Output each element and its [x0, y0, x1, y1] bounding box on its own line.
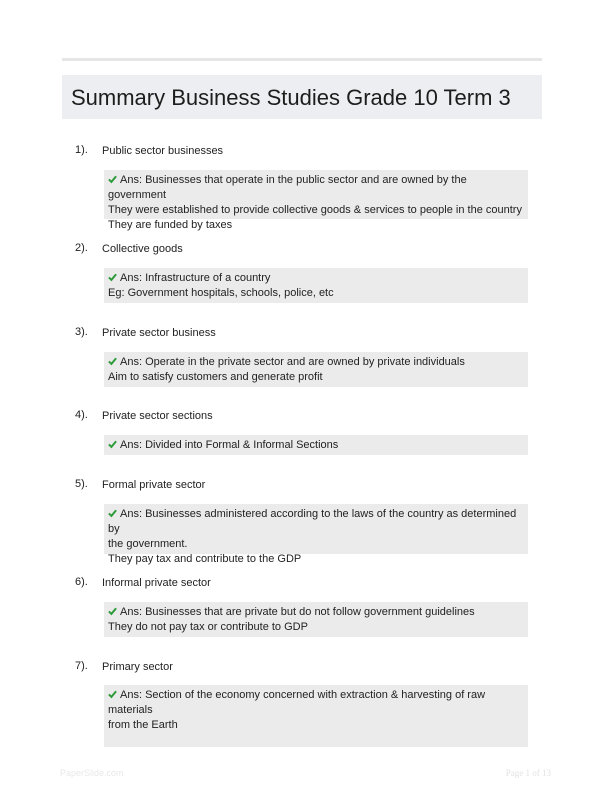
answer-line: from the Earth — [108, 719, 178, 731]
answer-line: Eg: Government hospitals, schools, police, etc — [108, 287, 334, 299]
answer-line: They were established to provide collective goods & services to people in the country — [108, 204, 522, 216]
question-number: 4). — [75, 409, 88, 421]
question-text: Private sector sections — [102, 410, 213, 422]
question-text: Formal private sector — [102, 479, 206, 491]
answer-line: They pay tax and contribute to the GDP — [108, 553, 302, 565]
question-number: 3). — [75, 326, 88, 338]
question-text: Private sector business — [102, 327, 216, 339]
title-banner — [62, 75, 542, 119]
answer-line — [108, 271, 522, 286]
answer-line: the government. — [108, 538, 188, 550]
answer-text: Ans: Section of the economy concerned with extraction & harvesting of raw materials — [108, 689, 486, 716]
answer-line — [108, 438, 522, 453]
answer-text: Ans: Divided into Formal & Informal Sections — [120, 439, 339, 451]
answer-line — [108, 605, 522, 620]
answer-box — [104, 435, 528, 455]
answer-line — [108, 507, 522, 537]
checkmark-icon — [108, 356, 117, 366]
answer-box — [104, 268, 528, 303]
answer-text: Ans: Infrastructure of a country — [120, 272, 271, 284]
answer-text: Ans: Businesses that are private but do not follow government guidelines — [120, 606, 475, 618]
checkmark-icon — [108, 508, 117, 518]
question-number: 7). — [75, 660, 88, 672]
answer-box — [104, 504, 528, 565]
answer-box — [104, 352, 528, 387]
answer-line — [108, 173, 522, 203]
question-text: Primary sector — [102, 661, 173, 673]
checkmark-icon — [108, 439, 117, 449]
question-text: Public sector businesses — [102, 145, 224, 157]
page-title: Summary Business Studies Grade 10 Term 3 — [71, 85, 511, 110]
answer-line: Aim to satisfy customers and generate profit — [108, 371, 323, 383]
answer-line — [108, 688, 522, 718]
footer-watermark: PaperSlide.com — [60, 768, 124, 778]
answer-line: They are funded by taxes — [108, 219, 233, 231]
answer-text: Ans: Businesses that operate in the public sector and are owned by the government — [108, 174, 467, 201]
question-number: 2). — [75, 242, 88, 254]
checkmark-icon — [108, 272, 117, 282]
top-divider — [62, 58, 542, 61]
answer-text: Ans: Operate in the private sector and are owned by private individuals — [120, 356, 465, 368]
answer-box — [104, 170, 528, 231]
page-number: Page 1 of 13 — [505, 768, 551, 778]
question-number: 1). — [75, 144, 88, 156]
checkmark-icon — [108, 689, 117, 699]
question-text: Informal private sector — [102, 577, 211, 589]
answer-box — [104, 602, 528, 637]
answer-line — [108, 355, 522, 370]
checkmark-icon — [108, 606, 117, 616]
answer-line: They do not pay tax or contribute to GDP — [108, 621, 308, 633]
answer-box — [104, 685, 528, 747]
answer-text: Ans: Businesses administered according to the laws of the country as determined by — [108, 508, 517, 535]
checkmark-icon — [108, 174, 117, 184]
question-number: 5). — [75, 478, 88, 490]
question-number: 6). — [75, 576, 88, 588]
question-text: Collective goods — [102, 243, 183, 255]
